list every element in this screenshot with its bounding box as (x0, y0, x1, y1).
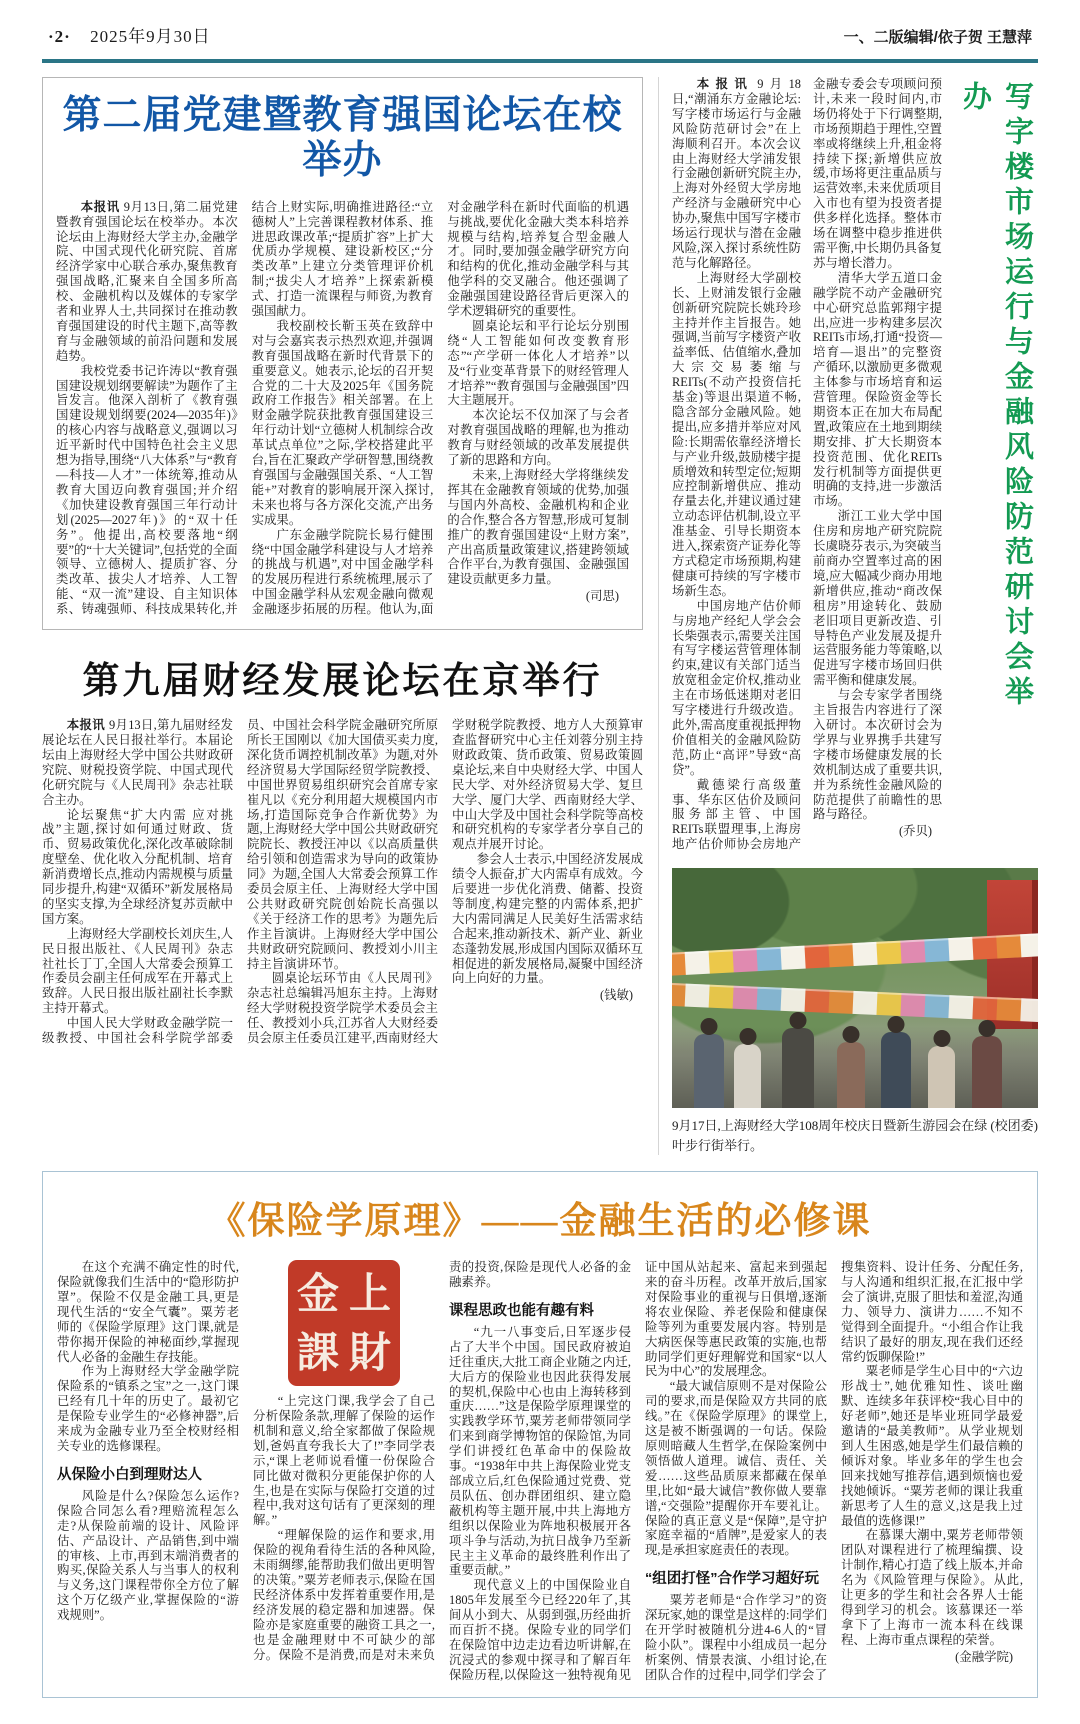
paragraph: 与会专家学者围绕主旨报告内容进行了深入研讨。本次研讨会为学界与业界携手共建写字楼市场健康发展的长效机制达成了重要共识,并为系统性金融风险的防范提供了前瞻性的思路与路径。 (813, 688, 942, 822)
article-text-wrap (672, 77, 942, 852)
paragraph: 现代意义上的中国保险业自1805年发展至今已经220年了,其间从小到大、从弱到强,历经曲折而百折不挠。保险专业的同学们在保险馆中边走边看边听讲解,在沉浸式的参观中探寻和了解百年保险历程,以保险这一独特视角见证中国从站起来、富起来到强起来的奋斗历程。改革开放后,国家对保险事业的重视与日俱增,逐渐将农业保险、养老保险和健康保险等列为重要发展内容。特别是大病医保等惠民政策的实施,也帮助同学们更好理解党和国家“以人民为中心”的发展理念。 (449, 1260, 827, 1682)
paragraph: 在慕课大潮中,粟芳老师带领团队对课程进行了梳理编撰、设计制作,精心打造了线上版本,并命名为《风险管理与保险》。从此,让更多的学生和社会各界人士能得到学习的机会。该慕课还一举拿下了上海市一流本科在线课程、上海市重点课程的荣誉。 (841, 1528, 1023, 1647)
dateline: 本报讯 (66, 718, 105, 733)
paragraph: 我校党委书记许涛以“教育强国建设规划纲要解读”为题作了主旨发言。他深入剖析了《教育强国建设规划纲要(2024—2035年)》的核心内容与战略意义,强调以习近平新时代中国特色社会主义思想为指导,围绕“八大体系”与“教育—科技—人才”一体统筹,推动从教育大国迈向教育强国;并介绍《加快建设教育强国三年行动计划(2025—2027年)》的“双十任务”。他提出,高校要落地“纲要”的“十大关键词”,包括党的全面领导、立德树人、提质扩容、分类改革、拔尖人才培养、人工智能、“双一流”建设、自主知识体系、铸魂强师、科技成果转化,并结合上财实际,明确推进路径:“立德树人”上完善课程教材体系、推进思政课改革;“提质扩容”上扩大优质办学规模、建设新校区;“分类改革”上建立分类管理评价机制;“拔尖人才培养”上探索新模式、打造一流课程与师资,为教育强国献力。 (56, 199, 434, 617)
paragraph: 本报讯 9月18日,“潮涌东方金融论坛:写字楼市场运行与金融风险防范研讨会”在上海顺利召开。本次会议由上海财经大学浦发银行金融创新研究院主办,上海对外经贸大学房地产经济与金融研究中心协办,聚焦中国写字楼市场运行现状与潜在金融风险,深入探讨系统性防范与化解路径。 (672, 77, 801, 270)
paragraph: 粟芳老师是“合作学习”的资深玩家,她的课堂是这样的:同学们在开学时被随机分进4-6人的“冒险小队”。课程中小组成员一起分析案例、情景表演、小组讨论,在团队合作的过程中,同学们学会了搜集资料、设计任务、分配任务,与人沟通和组织汇报,在汇报中学会了演讲,克服了胆怯和羞涩,沟通力、领导力、演讲力……不知不觉得到全面提升。“小组合作让我结识了最好的朋友,现在我们还经常约饭聊保险!” (645, 1260, 1023, 1682)
paragraph: 戴德梁行高级董事、华东区估价及顾问服务部主管、中国REITs联盟理事,上海房地产估价师协会房地产金融专委会专项顾问预计,未来一段时间内,市场仍将处于下行调整期,市场预期趋于理性,空置率或将继续上升,租金将持续下探;新增供应放缓,市场将更注重品质与运营效率,未来优质项目入市也有望为投资者提供多样化选择。整体市场在调整中稳步推进供需平衡,中长期仍具备复苏与增长潜力。 (672, 77, 942, 852)
paragraph: 上海财经大学副校长、上财浦发银行金融创新研究院院长姚玲珍主持并作主旨报告。她强调,当前写字楼资产收益率低、估值缩水,叠加大宗交易萎缩与REITs(不动产投资信托基金)等退出渠道不畅,隐含部分金融风险。她提出,应多措并举应对风险:长期需依靠经济增长与产业升级,鼓励楼宇提质增效和转型定位;短期应控制新增供应、推动存量去化,并建议通过建立动态评估机制,设立平准基金、引导长期资本进入,探索资产证券化等方式稳定市场预期,构建健康可持续的写字楼市场新生态。 (672, 270, 801, 598)
paragraph: 在这个充满不确定性的时代,保险就像我们生活中的“隐形防护罩”。保险不仅是金融工具,更是现代生活的“安全气囊”。粟芳老师的《保险学原理》这门课,就是带你揭开保险的神秘面纱,掌握现代人必备的金融生存技能。 (57, 1260, 239, 1364)
section-heading: 课程思政也能有趣有料 (449, 1302, 594, 1319)
paragraph: 中国人民大学财政金融学院一级教授、中国社会科学院学部委员、中国社会科学院金融研究所原所长王国刚以《加大国债买卖力度,深化货币调控机制改革》为题,对外经济贸易大学国际经贸学院教授、中国世界贸易组织研究会首席专家崔凡以《充分利用超大规模国内市场,打造国际竞争合作新优势》为题,上海财经大学中国公共财政研究院院长、教授汪冲以《以高质量供给引领和创造需求为导向的政策协同》为题,全国人大常委会预算工作委员会原主任、上海财经大学中国公共财政研究院创始院长高强以《关于经济工作的思考》为题先后作主旨演讲。上海财经大学中国公共财政研究院顾问、教授刘小川主持主旨演讲环节。 (42, 718, 438, 1046)
person-silhouette (972, 1036, 1002, 1108)
person-silhouette (694, 1034, 724, 1108)
section-heading: “组团打怪”合作学习超好玩 (645, 1571, 819, 1588)
left-column-region (42, 77, 643, 1155)
editors-credit: 一、二版编辑/依子贺 王慧萍 (843, 29, 1032, 46)
paragraph: 本次论坛不仅加深了与会者对教育强国战略的理解,也为推动教育与财经领域的改革发展提供了新的思路和方向。 (447, 408, 629, 468)
paragraph: 参会人士表示,中国经济发展成绩令人振奋,扩大内需卓有成效。今后要进一步优化消费、储蓄、投资等制度,构建完整的内需体系,把扩大内需同满足人民美好生活需求结合起来,推动新技术、新产业、新业态蓬勃发展,形成国内国际双循环互相促进的新发展格局,凝聚中国经济向上向好的力量。 (452, 852, 643, 986)
person-silhouette (928, 1046, 955, 1108)
paragraph: 广东金融学院院长易行健围绕“中国金融学科建设与人才培养的挑战与机遇”,对中国金融学科的发展历程进行系统梳理,展示了中国金融学科从宏观金融向微观金融逐步拓展的历程。他认为,面对金融学科在新时代面临的机遇与挑战,要优化金融大类本科培养规模与结构,培养复合型金融人才。同时,要加强金融学研究方向和结构的优化,推动金融学科与其他学科的交叉融合。他还强调了金融强国建设路径背后更深入的学术逻辑研究的重要性。 (251, 199, 629, 617)
header-rule (42, 59, 1038, 63)
person-silhouette (837, 1042, 865, 1108)
paragraph: “九一八事变后,日军逐步侵占了大半个中国。国民政府被迫迁往重庆,大批工商企业随之内迁,大后方的保险业也因此获得发展的契机,保险中心也由上海转移到重庆……”这是保险学原理课堂的实践教学环节,粟芳老师带领同学们来到商学博物馆的保险馆,为同学们讲授红色革命中的保险故事。“1938年中共上海保险业党支部成立后,红色保险通过党费、党员队伍、创办群团组织、建立隐蔽机构等主题开展,中共上海地方组织以保险业为阵地积极展开各项斗争与活动,为抗日战争乃至新民主主义革命的最终胜利作出了重要贡献。” (449, 1324, 631, 1578)
byline: (钱敏) (599, 988, 633, 1003)
paragraph: 论坛聚焦“扩大内需 应对挑战”主题,探讨如何通过财政、货币、贸易政策优化,深化改革破除制度壁垒、优化收入分配机制、培育新消费增长点,推动内需规模与质量同步提升,构建“双循环”新发展格局的坚实支撑,为全球经济复苏贡献中国方案。 (42, 807, 233, 926)
person-silhouette (782, 1028, 814, 1108)
byline: (司思) (585, 589, 619, 604)
byline: (乔贝) (898, 824, 932, 839)
paragraph: 风险是什么?保险怎么运作?保险合同怎么看?理赔流程怎么走?从保险前端的设计、风险评估、产品设计、产品销售,到中端的审核、上市,再到末端消费者的购买,保险关系人与当事人的权利与义务,这门课程带你全方位了解这个万亿级产业,掌握保险的“游戏规则”。 (57, 1488, 239, 1623)
section-heading: 从保险小白到理财达人 (57, 1466, 202, 1483)
dateline: 本报讯 (696, 77, 754, 91)
page-number: ·2· (48, 27, 71, 46)
paragraph: 未来,上海财经大学将继续发挥其在金融教育领域的优势,加强与国内外高校、金融机构和企业的合作,整合各方智慧,形成可复制推广的教育强国建设“上财方案”,产出高质量政策建议,搭建跨领域合作平台,为教育强国、金融强国建设贡献更多力量。 (447, 468, 629, 587)
paragraph: 浙江工业大学中国住房和房地产研究院院长虞晓芬表示,为突破当前商办空置率过高的困境,应大幅减少商办用地新增供应,推动“商改保租房”用途转化、鼓励老旧项目更新改造、引导特色产业发展及提升运营服务能力等策略,以促进写字楼市场回归供需平衡和健康发展。 (813, 509, 942, 688)
photo-credit: (校团委) (990, 1118, 1038, 1134)
paragraph: 我校副校长靳玉英在致辞中对与会嘉宾表示热烈欢迎,并强调教育强国战略在新时代背景下的重要意义。她表示,论坛的召开契合党的二十大及2025年《国务院政府工作报告》相关部署。在上财金融学院获批教育强国建设三年行动计划“立德树人机制综合改革试点单位”之际,学校搭建此平台,旨在汇聚政产学研智慧,围绕教育强国与金融强国关系、“人工智能+”对教育的影响展开深入探讨,未来也将与各方深化交流,产出务实成果。 (251, 318, 434, 527)
issue-date: 2025年9月30日 (90, 27, 211, 46)
shangcai-jinke-seal: 金 上 課 財 (288, 1260, 400, 1386)
photo-caption: (校团委) 9月17日,上海财经大学108周年校庆日暨新生游园会在绿叶步行街举行。 (672, 1118, 1038, 1153)
person-silhouette (734, 1044, 761, 1108)
paragraph: “最大诚信原则不是对保险公司的要求,而是保险双方共同的底线。”在《保险学原理》的课堂上,这是被不断强调的一句话。保险原则暗藏人生哲学,在保险案例中领悟做人道理。诚信、责任、关爱……这些品质原来都藏在保单里,比如“最大诚信”教你做人要靠谱,“交强险”提醒你开车要礼让。保险的真正意义是“保障”,是守护家庭幸福的“盾牌”,是爱家人的表现,是承担家庭责任的表现。 (645, 1379, 827, 1558)
paragraph: “上完这门课,我学会了自己分析保险条款,理解了保险的运作机制和意义,给全家都做了保险规划,爸妈直夸我长大了!”李同学表示,“课上老师说看懂一份保险合同比做对微积分更能保护你的人生,也是在实际与保险打交道的过程中,我对这句话有了更深刻的理解。” (253, 1394, 435, 1528)
paragraph: 清华大学五道口金融学院不动产金融研究中心研究总监郭翔宇提出,应进一步构建多层次REITs市场,打通“投资—培育—退出”的完整资产循环,以激励更多微观主体参与市场培育和运营管理。保险资金等长期资本正在加大布局配置,政策应在土地到期续期安排、扩大长期资本投资范围、优化REITs发行机制等方面提供更明确的支持,进一步激活市场。 (813, 270, 942, 509)
paragraph: 粟老师是学生心目中的“六边形战士”,她优雅知性、谈吐幽默、连续多年获评校“我心目中的好老师”,她还是毕业班同学最爱邀请的“最美教师”。从学业规划到人生困惑,她是学生们最信赖的倾诉对象。毕业多年的学生也会回来找她写推荐信,遇到烦恼也爱找她倾诉。“粟芳老师的课让我重新思考了人生的意义,这是我上过最值的选修课!” (841, 1364, 1023, 1528)
dateline: 本报讯 (80, 199, 120, 214)
paragraph: 作为上海财经大学金融学院保险系的“镇系之宝”之一,这门课已经有几十年的历史了。最初它是保险专业学生的“必修神器”,后来成为金融专业乃至全校财经相关专业的选修课程。 (57, 1364, 239, 1453)
page-header (42, 16, 1038, 55)
article-office-market-risk (672, 77, 1038, 852)
person-silhouette (881, 1032, 911, 1108)
article-text (672, 77, 942, 852)
bunting-flags (672, 932, 1038, 975)
byline: (金融学院) (955, 1649, 1013, 1664)
paragraph: 本报讯 9月13日,第九届财经发展论坛在人民日报社举行。本届论坛由上海财经大学中国公共财政研究院、财税投资学院、中国式现代化研究院与《人民周刊》杂志社联合主办。 (42, 718, 234, 807)
article-text (56, 200, 629, 617)
paragraph: 圆桌论坛和平行论坛分别围绕“人工智能如何改变教育形态”“产学研一体化人才培养”以及“行业变革背景下的财经管理人才培养”“教育强国与金融强国”四大主题展开。 (447, 318, 629, 408)
article-insurance-course (42, 1171, 1038, 1698)
right-column-region (658, 77, 1038, 1155)
article-title: 第九届财经发展论坛在京举行 (82, 661, 603, 703)
article-text (42, 718, 643, 1046)
article-party-education-forum (42, 77, 643, 630)
paragraph: 中国房地产估价师与房地产经纪人学会会长柴强表示,需要关注国有写字楼运营管理体制约束,建议有关部门适当放宽租金定价权,推动业主在市场低迷期对老旧写字楼进行升级改造。此外,需高度重视抵押物价值相关的金融风险防范,防止“高评”导致“高贷”。 (672, 598, 801, 777)
campus-photo-figure (672, 868, 1038, 1155)
article-finance-development-forum (42, 650, 643, 1046)
paragraph: 本报讯 9月13日,第二届党建暨教育强国论坛在校举办。本次论坛由上海财经大学主办,金融学院、中国式现代化研究院、首席经济学家中心联合承办,聚焦教育强国战略,汇聚来自全国多所高校、金融机构以及媒体的专家学者和业界人士,共同探讨在推动教育强国建设的时代主题下,高等教育与金融领域的前沿问题和发展趋势。 (56, 199, 238, 363)
article-text (57, 1260, 1023, 1683)
campus-photo (672, 868, 1038, 1108)
paragraph: 上海财经大学副校长刘庆生,人民日报出版社、《人民周刊》杂志社社长丁丁,全国人大常委会预算工作委员会副主任何成军在开幕式上致辞。人民日报出版社副社长李默主持开幕式。 (42, 926, 233, 1016)
page-body (42, 77, 1038, 1155)
page-number-date (48, 22, 211, 47)
paragraph: “理解保险的运作和要求,用保险的视角看待生活的各种风险,未雨绸缪,能帮助我们做出更明智的决策。”粟芳老师表示,保险在国民经济体系中发挥着重要作用,是经济发展的稳定器和加速器。保险亦是家庭重要的融资工具之一,也是金融理财中不可缺少的部分。保险不是消费,而是对未来负责的投资,保险是现代人必备的金融素养。 (253, 1260, 631, 1662)
article-title: 第二届党建暨教育强国论坛在校举办 (62, 94, 623, 182)
article-title: 《保险学原理》——金融生活的必修课 (208, 1201, 872, 1243)
paragraph: 圆桌论坛环节由《人民周刊》杂志社总编辑冯旭东主持。上海财经大学财税投资学院学术委员会主任、教授刘小兵,江苏省人大财经委员会原主任委员江建平,西南财经大学财税学院教授、地方人大预算审查监督研究中心主任刘蓉分别主持财政政策、货币政策、贸易政策圆桌论坛,来自中央财经大学、中国人民大学、对外经济贸易大学、复旦大学、厦门大学、西南财经大学、中山大学及中国社会科学院等高校和研究机构的专家学者分享自己的观点并展开讨论。 (247, 718, 643, 1046)
vertical-article-title: 写字楼市场运行与金融风险防范研讨会举办 (959, 81, 1033, 711)
bunting-flags (672, 982, 1038, 1022)
